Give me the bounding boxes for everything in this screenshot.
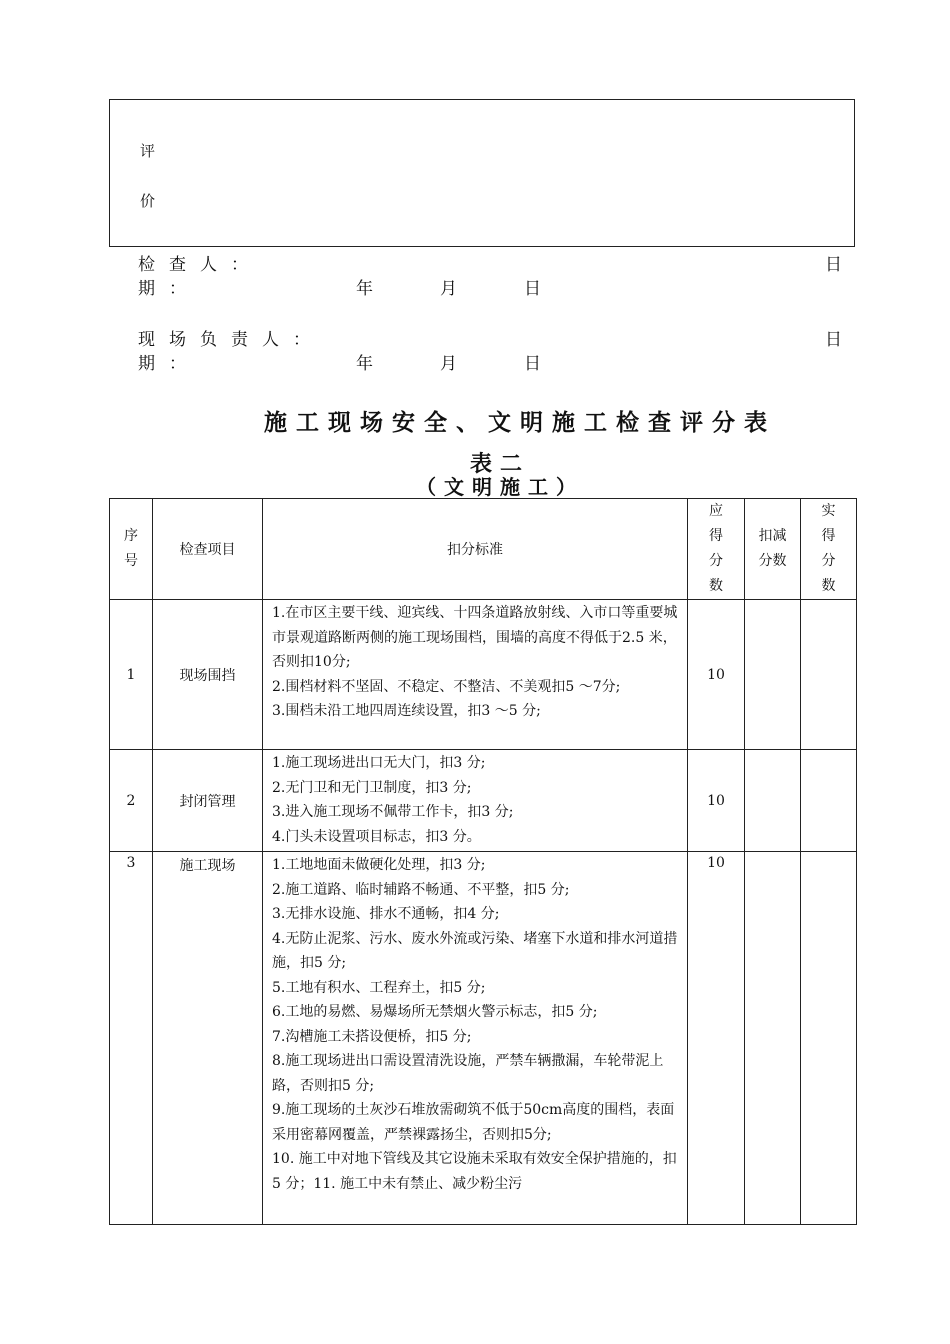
- site-manager-day: 日: [524, 354, 541, 374]
- row-actual: [801, 852, 857, 1225]
- row-item: 现场围挡: [153, 600, 263, 750]
- inspector-year: 年: [356, 279, 373, 299]
- criteria-line: 1.在市区主要干线、迎宾线、十四条道路放射线、入市口等重要城市景观道路断两侧的施工现场围档，围墙的高度不得低于2.5 米，否则扣10分;: [272, 605, 678, 670]
- criteria-line: 1.工地地面未做硬化处理，扣3 分;: [272, 857, 486, 873]
- criteria-line: 2.施工道路、临时辅路不畅通、不平整，扣5 分;: [272, 881, 570, 898]
- row-seq: 3: [110, 852, 153, 1225]
- row-deduction: [745, 750, 801, 852]
- criteria-line: 9.施工现场的土灰沙石堆放需砌筑不低于50cm高度的围档，表面采用密幕网覆盖，严禁裸露扬尘，否则扣5分;: [272, 1102, 675, 1143]
- inspector-month: 月: [440, 279, 457, 299]
- document-title: 施工现场安全、文明施工检查评分表: [264, 409, 776, 436]
- criteria-line: 10. 施工中对地下管线及其它设施未采取有效安全保护措施的，扣5 分；11. 施工中未有禁止、减少粉尘污: [272, 1151, 677, 1192]
- inspector-date-label-day: 日: [825, 255, 842, 275]
- criteria-line: 4.门头未设置项目标志，扣3 分。: [272, 828, 481, 845]
- row-item: 封闭管理: [153, 750, 263, 852]
- table-number: 表二: [469, 451, 530, 477]
- criteria-line: 8.施工现场进出口需设置清洗设施，严禁车辆撒漏，车轮带泥上路，否则扣5 分;: [272, 1053, 664, 1094]
- header-deduction: 扣减分数: [745, 499, 801, 600]
- evaluation-box: [109, 99, 855, 247]
- header-item: 检查项目: [153, 499, 263, 600]
- evaluation-label-char-1: 评: [140, 142, 156, 160]
- row-seq: 2: [110, 750, 153, 852]
- criteria-line: 4.无防止泥浆、污水、废水外流或污染、堵塞下水道和排水河道措施，扣5 分;: [272, 930, 678, 971]
- row-max-score: 10: [688, 600, 745, 750]
- criteria-line: 6.工地的易燃、易爆场所无禁烟火警示标志，扣5 分;: [272, 1004, 598, 1020]
- row-criteria: [263, 600, 688, 750]
- header-max-score: 应得分数: [688, 499, 745, 600]
- header-criteria: 扣分标准: [263, 499, 688, 600]
- criteria-line: 1.施工现场进出口无大门，扣3 分;: [272, 755, 486, 771]
- criteria-line: 3.进入施工现场不佩带工作卡，扣3 分;: [272, 804, 514, 820]
- evaluation-label-char-2: 价: [140, 192, 156, 210]
- site-manager-month: 月: [440, 354, 457, 374]
- table-row: [110, 750, 857, 852]
- criteria-line: 2.围档材料不坚固、不稳定、不整洁、不美观扣5 ～7分;: [272, 678, 621, 695]
- inspector-label: 检查人：: [138, 255, 262, 275]
- site-manager-date-label-day: 日: [825, 330, 842, 350]
- row-criteria: [263, 750, 688, 852]
- row-max-score: 10: [688, 852, 745, 1225]
- site-manager-label: 现场负责人：: [138, 330, 324, 350]
- row-deduction: [745, 600, 801, 750]
- row-deduction: [745, 852, 801, 1225]
- table-row: [110, 852, 857, 1225]
- criteria-line: 7.沟槽施工未搭设便桥，扣5 分;: [272, 1028, 472, 1045]
- score-table: [109, 498, 857, 1225]
- table-subtitle: （文明施工）: [416, 475, 584, 499]
- table-header-row: [110, 499, 857, 600]
- criteria-line: 3.无排水设施、排水不通畅，扣4 分;: [272, 906, 500, 922]
- header-actual: 实得分数: [801, 499, 857, 600]
- site-manager-date-label-qi: 期：: [138, 354, 200, 374]
- site-manager-year: 年: [356, 354, 373, 374]
- row-item: 施工现场: [153, 852, 263, 1225]
- row-seq: 1: [110, 600, 153, 750]
- row-actual: [801, 750, 857, 852]
- criteria-line: 5.工地有积水、工程弃土，扣5 分;: [272, 979, 486, 996]
- inspector-day: 日: [524, 279, 541, 299]
- row-criteria: [263, 852, 688, 1225]
- header-seq: 序号: [110, 499, 153, 600]
- criteria-line: 3.围档未沿工地四周连续设置，扣3 ～5 分;: [272, 703, 541, 719]
- row-actual: [801, 600, 857, 750]
- row-max-score: 10: [688, 750, 745, 852]
- table-row: [110, 600, 857, 750]
- criteria-line: 2.无门卫和无门卫制度，扣3 分;: [272, 779, 472, 796]
- inspector-date-label-qi: 期：: [138, 279, 200, 299]
